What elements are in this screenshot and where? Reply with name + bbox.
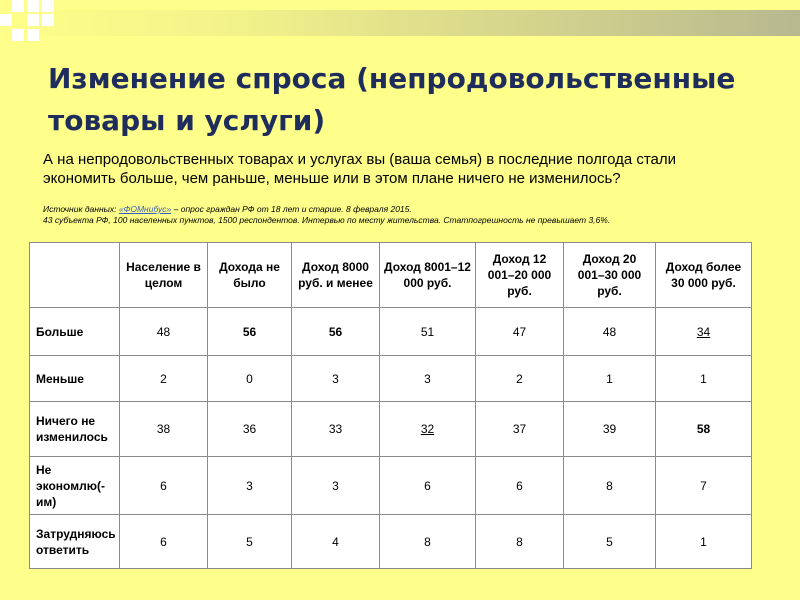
table-row — [30, 515, 752, 569]
header-band — [0, 10, 800, 36]
value-cell: 6 — [476, 457, 564, 515]
table-row — [30, 457, 752, 515]
source-line2: 43 субъекта РФ, 100 населенных пунктов, 1500 респондентов. Интервью по месту жительства. Статпогрешность не превышает 3,6%. — [43, 215, 611, 225]
decor-square — [42, 0, 54, 12]
value-cell: 32 — [380, 402, 476, 457]
value-cell: 3 — [380, 356, 476, 402]
value-cell: 51 — [380, 308, 476, 356]
value-cell: 5 — [208, 515, 292, 569]
value-cell: 56 — [208, 308, 292, 356]
value-cell: 47 — [476, 308, 564, 356]
value-cell: 56 — [292, 308, 380, 356]
decor-square — [27, 0, 39, 12]
decor-square — [0, 14, 12, 26]
value-cell: 7 — [656, 457, 752, 515]
table-row — [30, 402, 752, 457]
decor-square — [27, 29, 39, 41]
results-table — [29, 242, 752, 569]
header-cell: Доход 20 001–30 000 руб. — [564, 243, 656, 308]
source-prefix: Источник данных: — [43, 204, 119, 214]
header-cell — [30, 243, 120, 308]
survey-question: А на непродовольственных товарах и услугах вы (ваша семья) в последние полгода стали экономить больше, чем раньше, меньше или в этом плане ничего не изменилось? — [43, 151, 677, 187]
value-cell: 6 — [120, 515, 208, 569]
value-cell: 34 — [656, 308, 752, 356]
value-cell: 48 — [564, 308, 656, 356]
value-cell: 33 — [292, 402, 380, 457]
value-cell: 0 — [208, 356, 292, 402]
header-cell: Доход 8001–12 000 руб. — [380, 243, 476, 308]
header-cell: Население в целом — [120, 243, 208, 308]
row-label: Ничего не изменилось — [30, 402, 120, 457]
decor-square — [12, 29, 24, 41]
value-cell: 36 — [208, 402, 292, 457]
value-cell: 6 — [120, 457, 208, 515]
value-cell: 58 — [656, 402, 752, 457]
header-cell: Доход более 30 000 руб. — [656, 243, 752, 308]
value-cell: 1 — [656, 356, 752, 402]
row-label: Не экономлю(-им) — [30, 457, 120, 515]
value-cell: 6 — [380, 457, 476, 515]
value-cell: 2 — [120, 356, 208, 402]
value-cell: 1 — [564, 356, 656, 402]
slide-title: Изменение спроса (непродовольственные товары и услуги) — [48, 62, 736, 137]
value-cell: 8 — [380, 515, 476, 569]
value-cell: 8 — [564, 457, 656, 515]
table-header-row — [30, 243, 752, 308]
value-cell: 48 — [120, 308, 208, 356]
value-cell: 37 — [476, 402, 564, 457]
row-label: Затрудняюсь ответить — [30, 515, 120, 569]
value-cell: 8 — [476, 515, 564, 569]
value-cell: 1 — [656, 515, 752, 569]
header-cell: Доход 8000 руб. и менее — [292, 243, 380, 308]
table-row — [30, 308, 752, 356]
value-cell: 3 — [208, 457, 292, 515]
decor-square — [42, 14, 54, 26]
row-label: Больше — [30, 308, 120, 356]
header-cell: Дохода не было — [208, 243, 292, 308]
value-cell: 2 — [476, 356, 564, 402]
decor-square — [27, 14, 39, 26]
table-row — [30, 356, 752, 402]
value-cell: 39 — [564, 402, 656, 457]
header-cell: Доход 12 001–20 000 руб. — [476, 243, 564, 308]
decor-square — [12, 0, 24, 12]
value-cell: 38 — [120, 402, 208, 457]
source-line1-rest: – опрос граждан РФ от 18 лет и старше. 8 февраля 2015. — [171, 204, 412, 214]
row-label: Меньше — [30, 356, 120, 402]
source-link[interactable]: «ФОМнибус» — [118, 204, 172, 214]
source-note — [43, 204, 763, 226]
value-cell: 4 — [292, 515, 380, 569]
value-cell: 5 — [564, 515, 656, 569]
value-cell: 3 — [292, 457, 380, 515]
value-cell: 3 — [292, 356, 380, 402]
